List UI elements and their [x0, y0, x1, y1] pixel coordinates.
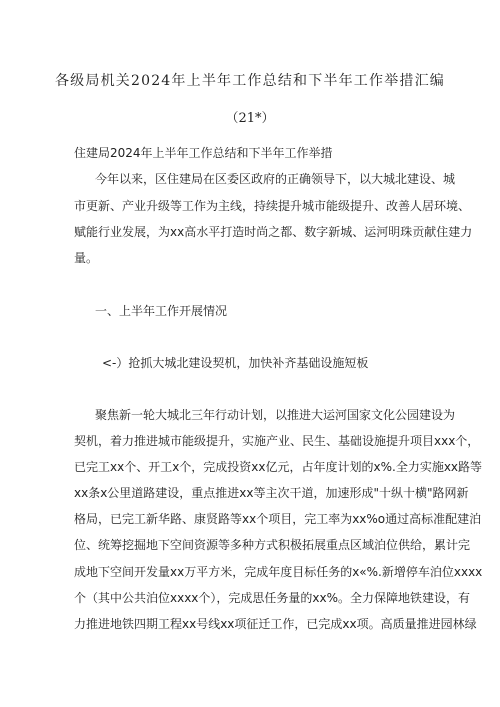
- paragraph-line: 格局，已完工新华路、康贤路等xx个项目，完工率为xx%o通过高标准配建泊: [74, 512, 482, 526]
- paragraph-line: 力推进地铁四期工程xx号线xx项征迁工作，已完成xx项。高质量推进园林绿: [74, 617, 477, 631]
- paragraph-line: 聚焦新一轮大城北三年行动计划，以推进大运河国家文化公园建设为: [95, 408, 456, 422]
- paragraph-line: 市更新、产业升级等工作为主线，持续提升城市能级提升、改善人居环境、: [74, 199, 471, 213]
- paragraph-line: 位、统筹挖掘地下空间资源等多种方式积极拓展重点区域泊位供给，累计完: [74, 538, 471, 552]
- article-heading: 住建局2024年上半年工作总结和下半年工作举措: [74, 146, 333, 160]
- paragraph-line: 契机，着力推进城市能级提升，实施产业、民生、基础设施提升项目xxx个，: [74, 434, 480, 448]
- paragraph-line: xx条x公里道路建设，重点推进xx等主次干道，加速形成"十纵十横"路网新: [74, 486, 469, 500]
- document-title: 各级局机关2024年上半年工作总结和下半年工作举措汇编: [54, 73, 446, 89]
- paragraph-line: 赋能行业发展，为xx高水平打造时尚之都、数字新城、运河明珠贡献住建力: [74, 225, 473, 239]
- paragraph-line: 今年以来，区住建局在区委区政府的正确领导下，以大城北建设、城: [95, 172, 456, 186]
- paragraph-line: 已完工xx个、开工x个，完成投资xx亿元，占年度计划的x%.全力实施xx路等: [74, 460, 483, 474]
- paragraph-line: 成地下空间开发量xx万平方米，完成年度目标任务的x«%.新增停车泊位xxxx: [74, 565, 483, 579]
- document-subtitle: （21*）: [225, 111, 275, 126]
- section-heading: 一、上半年工作开展情况: [95, 304, 228, 318]
- paragraph-line: 量。: [74, 251, 99, 265]
- paragraph-line: 个（其中公共泊位xxxx个），完成思任务量的xx%。全力保障地铁建设，有: [74, 591, 471, 605]
- subsection-heading: <-）抢抓大城北建设契机，加快补齐基础设施短板: [102, 356, 369, 370]
